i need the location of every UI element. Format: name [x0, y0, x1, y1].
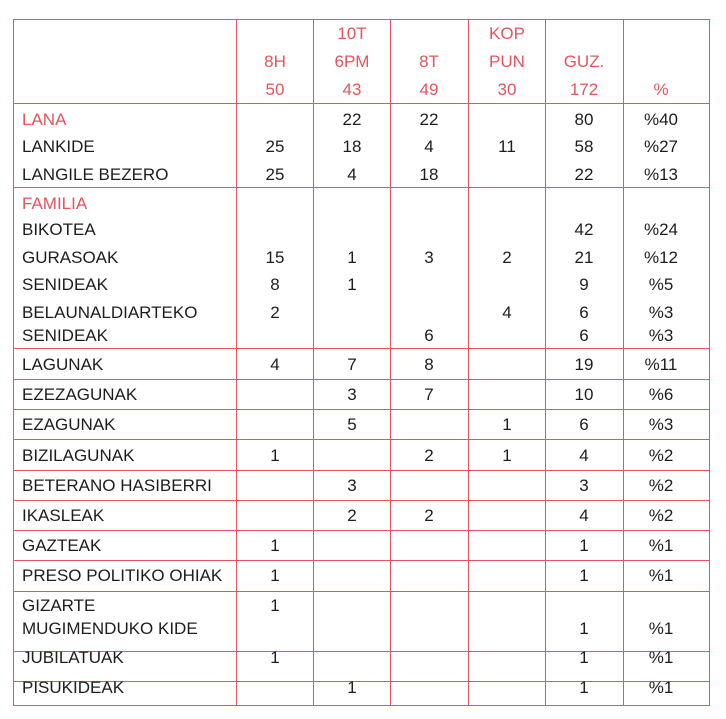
table-cell: 1	[502, 415, 512, 434]
table-cell: 1	[270, 446, 280, 465]
row-divider	[14, 348, 709, 349]
table-cell: 4	[270, 355, 280, 374]
table-cell: 19	[574, 355, 594, 374]
table-cell: %1	[648, 678, 674, 697]
table-cell: 6	[424, 326, 434, 345]
header-cell: 30	[497, 80, 517, 99]
row-divider	[14, 560, 709, 561]
table-cell: 15	[265, 248, 285, 267]
table-cell: %1	[648, 619, 674, 638]
table-cell: %11	[644, 355, 678, 374]
table-cell: 2	[270, 303, 280, 322]
table-cell: 4	[579, 446, 589, 465]
table-cell: 7	[424, 385, 434, 404]
table-cell: 1	[270, 596, 280, 615]
row-label: JUBILATUAK	[22, 648, 124, 667]
table-cell: 2	[347, 506, 357, 525]
table-cell: %3	[648, 415, 674, 434]
table-cell: 1	[347, 248, 357, 267]
table-cell: 6	[579, 415, 589, 434]
header-cell: KOP	[489, 24, 525, 43]
table-cell: 3	[347, 476, 357, 495]
header-cell: 172	[569, 80, 599, 99]
header-cell: GUZ.	[563, 52, 605, 71]
table-cell: %1	[648, 648, 674, 667]
table-cell: 80	[574, 110, 594, 129]
table-cell: 4	[347, 165, 357, 184]
table-cell: 42	[574, 220, 594, 239]
table-cell: 8	[424, 355, 434, 374]
table-cell: %27	[643, 137, 679, 156]
header-cell: PUN	[489, 52, 525, 71]
row-divider	[14, 409, 709, 410]
table-cell: %13	[643, 165, 679, 184]
row-label: BIZILAGUNAK	[22, 446, 135, 465]
table-cell: %1	[648, 566, 674, 585]
row-label: LANGILE BEZERO	[22, 165, 169, 184]
row-divider	[14, 500, 709, 501]
table-cell: 3	[424, 248, 434, 267]
header-cell: 50	[265, 80, 285, 99]
table-cell: 8	[270, 275, 280, 294]
row-divider	[14, 379, 709, 380]
table-cell: 22	[419, 110, 439, 129]
table-cell: 1	[579, 566, 589, 585]
row-label: BETERANO HASIBERRI	[22, 476, 212, 495]
row-label: PRESO POLITIKO OHIAK	[22, 566, 223, 585]
table-cell: 6	[579, 303, 589, 322]
row-label: IKASLEAK	[22, 506, 105, 525]
table-cell: 21	[574, 248, 594, 267]
table-cell: 3	[347, 385, 357, 404]
table-cell: %2	[648, 506, 674, 525]
row-divider	[14, 187, 709, 188]
table-cell: 1	[270, 648, 280, 667]
header-cell: %	[653, 80, 669, 99]
header-cell: 6PM	[334, 52, 370, 71]
table-cell: %5	[648, 275, 674, 294]
row-divider	[14, 103, 709, 104]
table-cell: 9	[579, 275, 589, 294]
table-cell: 22	[342, 110, 362, 129]
row-label: LANKIDE	[22, 137, 95, 156]
table-cell: 1	[270, 536, 280, 555]
table-cell: 1	[579, 536, 589, 555]
row-label: SENIDEAK	[22, 326, 108, 345]
row-label: BELAUNALDIARTEKO	[22, 303, 198, 322]
table-cell: 4	[579, 506, 589, 525]
row-label: GIZARTE	[22, 596, 96, 615]
table-cell: 4	[502, 303, 512, 322]
row-label: GAZTEAK	[22, 536, 102, 555]
header-cell: 49	[419, 80, 439, 99]
table-cell: 1	[347, 275, 357, 294]
table-cell: 22	[574, 165, 594, 184]
table-cell: 3	[579, 476, 589, 495]
row-label: PISUKIDEAK	[22, 678, 125, 697]
table-cell: 1	[270, 566, 280, 585]
table-cell: 18	[342, 137, 362, 156]
row-label: EZAGUNAK	[22, 415, 116, 434]
section-heading: FAMILIA	[22, 194, 88, 213]
section-heading: LANA	[22, 110, 67, 129]
header-cell: 8H	[264, 52, 286, 71]
header-cell: 8T	[419, 52, 439, 71]
table-cell: %1	[648, 536, 674, 555]
table-cell: 4	[424, 137, 434, 156]
table-cell: %3	[648, 303, 674, 322]
row-divider	[14, 530, 709, 531]
table-cell: 1	[579, 648, 589, 667]
table-cell: 1	[579, 619, 589, 638]
table-cell: %2	[648, 476, 674, 495]
table-cell: 25	[265, 165, 285, 184]
table-cell: 58	[574, 137, 594, 156]
table-cell: 2	[424, 506, 434, 525]
table-cell: 2	[502, 248, 512, 267]
table-cell: %40	[643, 110, 679, 129]
row-divider	[14, 439, 709, 440]
row-label: SENIDEAK	[22, 275, 108, 294]
table-cell: 6	[579, 326, 589, 345]
table-cell: 18	[419, 165, 439, 184]
table-cell: %3	[648, 326, 674, 345]
table-cell: %24	[643, 220, 679, 239]
row-divider	[14, 591, 709, 592]
row-label: GURASOAK	[22, 248, 119, 267]
table-cell: 5	[347, 415, 357, 434]
table-cell: 1	[347, 678, 357, 697]
table-cell: 2	[424, 446, 434, 465]
row-label: EZEZAGUNAK	[22, 385, 138, 404]
table-cell: 11	[498, 137, 516, 156]
table-cell: 1	[579, 678, 589, 697]
header-cell: 43	[342, 80, 362, 99]
table-cell: %12	[643, 248, 679, 267]
table-cell: %6	[648, 385, 674, 404]
table-cell: %2	[648, 446, 674, 465]
row-label: MUGIMENDUKO KIDE	[22, 619, 198, 638]
table-cell: 10	[574, 385, 594, 404]
row-label: LAGUNAK	[22, 355, 104, 374]
data-table	[13, 19, 710, 706]
table-cell: 7	[347, 355, 357, 374]
row-divider	[14, 470, 709, 471]
header-cell: 10T	[337, 24, 367, 43]
table-cell: 1	[502, 446, 512, 465]
row-label: BIKOTEA	[22, 220, 96, 239]
table-cell: 25	[265, 137, 285, 156]
